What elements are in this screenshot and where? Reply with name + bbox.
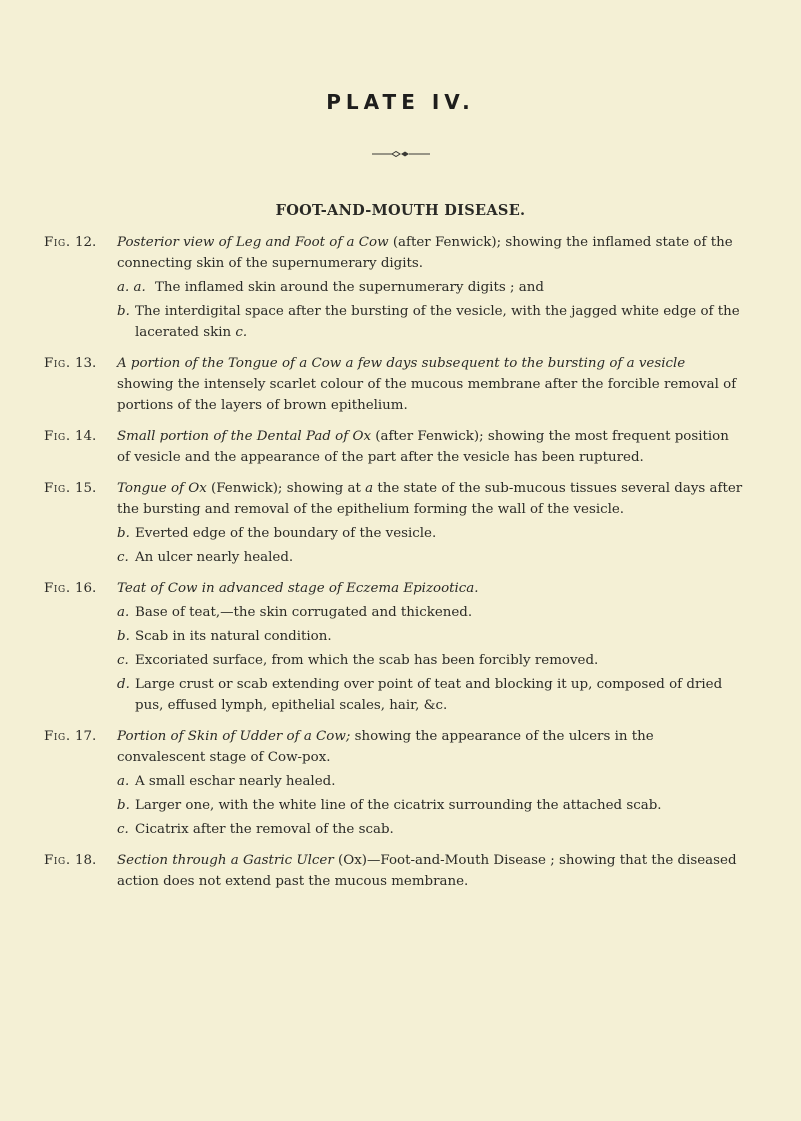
sub-item-text (135, 602, 744, 623)
sub-item-body: Base of teat,—the skin corrugated and thickened. (135, 605, 473, 620)
sub-item-body: The interdigital space after the bursting of the vesicle, with the jagged white edge of the lacerated skin (135, 304, 740, 340)
sub-item-body: Cicatrix after the removal of the scab. (135, 822, 394, 837)
sub-item-letter: b. (117, 629, 130, 644)
figure-prefix: Fig. (44, 853, 71, 868)
figure-heading-row (44, 353, 744, 416)
section-title: FOOT-AND-MOUTH DISEASE. (275, 202, 526, 219)
figure-text-before: (Fenwick); showing at (206, 481, 366, 496)
sub-item-body: Everted edge of the boundary of the vesicle. (135, 526, 437, 541)
figure-prefix: Fig. (44, 581, 71, 596)
sub-item-body: The inflamed skin around the supernumerary digits ; and (155, 280, 544, 295)
figure-label (44, 426, 117, 468)
figure-sub-item (117, 602, 744, 623)
figure-entry (44, 353, 744, 416)
figure-entry (44, 850, 744, 892)
sub-item-text (135, 674, 744, 716)
figure-prefix: Fig. (44, 356, 71, 371)
figure-sub-item (117, 674, 744, 716)
sub-item-body: Excoriated surface, from which the scab has been forcibly removed. (135, 653, 599, 668)
sub-item-text (135, 301, 744, 343)
figure-label (44, 578, 117, 599)
figure-title: Portion of Skin of Udder of a Cow; (117, 729, 351, 744)
figure-number: 12. (74, 235, 97, 250)
ornament-divider (372, 150, 430, 158)
figure-sub-item (117, 523, 744, 544)
figure-number: 15. (74, 481, 97, 496)
figure-prefix: Fig. (44, 235, 71, 250)
sub-item-letter: b. (117, 798, 130, 813)
sub-item-text (135, 819, 744, 840)
figure-entry (44, 426, 744, 468)
figure-entry (44, 726, 744, 840)
figure-caption (117, 478, 744, 520)
figure-number: 16. (74, 581, 97, 596)
sub-item-body: Larger one, with the white line of the cicatrix surrounding the attached scab. (135, 798, 662, 813)
figure-title: Posterior view of Leg and Foot of a Cow (117, 235, 389, 250)
figure-list (44, 232, 744, 902)
figure-heading-row (44, 726, 744, 768)
sub-item-letter: c. (117, 822, 129, 837)
figure-caption (117, 578, 744, 599)
sub-item-text (135, 547, 744, 568)
sub-item-text (135, 771, 744, 792)
figure-entry (44, 478, 744, 568)
figure-number: 13. (74, 356, 97, 371)
figure-entry (44, 232, 744, 343)
sub-item-body: An ulcer nearly healed. (135, 550, 294, 565)
sub-item-body: A small eschar nearly healed. (135, 774, 336, 789)
figure-heading-row (44, 426, 744, 468)
sub-item-letter: b. (117, 526, 130, 541)
figure-entry (44, 578, 744, 716)
sub-item-letter: d. (117, 677, 130, 692)
figure-label (44, 353, 117, 416)
sub-item-trail-letter: c. (235, 325, 248, 340)
sub-item-body: Scab in its natural condition. (135, 629, 332, 644)
sub-item-letter: c. (117, 653, 129, 668)
plate-title: PLATE IV. (326, 90, 475, 114)
figure-caption (117, 232, 744, 274)
sub-item-text (135, 650, 744, 671)
sub-item-letter: a. a. (117, 280, 146, 295)
figure-text: showing the appearance of the ulcers in the convalescent stage of Cow-pox. (117, 729, 654, 765)
figure-prefix: Fig. (44, 481, 71, 496)
figure-title: Small portion of the Dental Pad of Ox (117, 429, 371, 444)
sub-item-letter: a. (117, 605, 130, 620)
figure-sub-item (117, 795, 744, 816)
sub-item-letter: c. (117, 550, 129, 565)
figure-sub-item (117, 819, 744, 840)
sub-item-letter: b. (117, 304, 130, 319)
figure-label (44, 850, 117, 892)
figure-sub-item (117, 277, 744, 298)
figure-prefix: Fig. (44, 429, 71, 444)
figure-text: showing the intensely scarlet colour of the mucous membrane after the forcible removal of portions of the layers of brown epithelium. (117, 377, 737, 413)
figure-title: Tongue of Ox (117, 481, 207, 496)
figure-caption (117, 353, 744, 416)
figure-text: (Ox)—Foot-and-Mouth Disease ; showing that the diseased action does not extend past the mucous membrane. (117, 853, 737, 889)
figure-title: A portion of the Tongue of a Cow a few days subsequent to the bursting of a vesicle (117, 356, 686, 371)
figure-caption (117, 726, 744, 768)
figure-heading-row (44, 232, 744, 274)
sub-item-body: Large crust or scab extending over point of teat and blocking it up, composed of dried pus, effused lymph, epithelial scales, hair, &c. (135, 677, 723, 713)
figure-sub-item (117, 626, 744, 647)
sub-item-text (135, 523, 744, 544)
figure-heading-row (44, 578, 744, 599)
figure-title: Section through a Gastric Ulcer (117, 853, 334, 868)
sub-item-text (135, 626, 744, 647)
figure-text: the state of the sub-mucous tissues several days after the bursting and removal of the epithelium forming the wall of the vesicle. (117, 481, 743, 517)
figure-number: 18. (74, 853, 97, 868)
figure-title: Teat of Cow in advanced stage of Eczema Epizootica. (117, 581, 479, 596)
figure-sub-item (117, 650, 744, 671)
figure-caption (117, 850, 744, 892)
figure-sub-item (117, 547, 744, 568)
sub-item-text (135, 795, 744, 816)
figure-text: (after Fenwick); showing the inflamed state of the connecting skin of the supernumerary digits. (117, 235, 733, 271)
figure-label (44, 478, 117, 520)
sub-item-text (155, 277, 744, 298)
figure-inline-letter: a (365, 481, 374, 496)
figure-number: 14. (74, 429, 97, 444)
figure-label (44, 232, 117, 274)
figure-label (44, 726, 117, 768)
sub-item-letter: a. (117, 774, 130, 789)
figure-number: 17. (74, 729, 97, 744)
figure-sub-item (117, 771, 744, 792)
figure-sub-item (117, 301, 744, 343)
figure-heading-row (44, 478, 744, 520)
figure-heading-row (44, 850, 744, 892)
figure-text: (after Fenwick); showing the most frequent position of vesicle and the appearance of the part after the vesicle has been ruptured. (117, 429, 729, 465)
figure-prefix: Fig. (44, 729, 71, 744)
figure-caption (117, 426, 744, 468)
